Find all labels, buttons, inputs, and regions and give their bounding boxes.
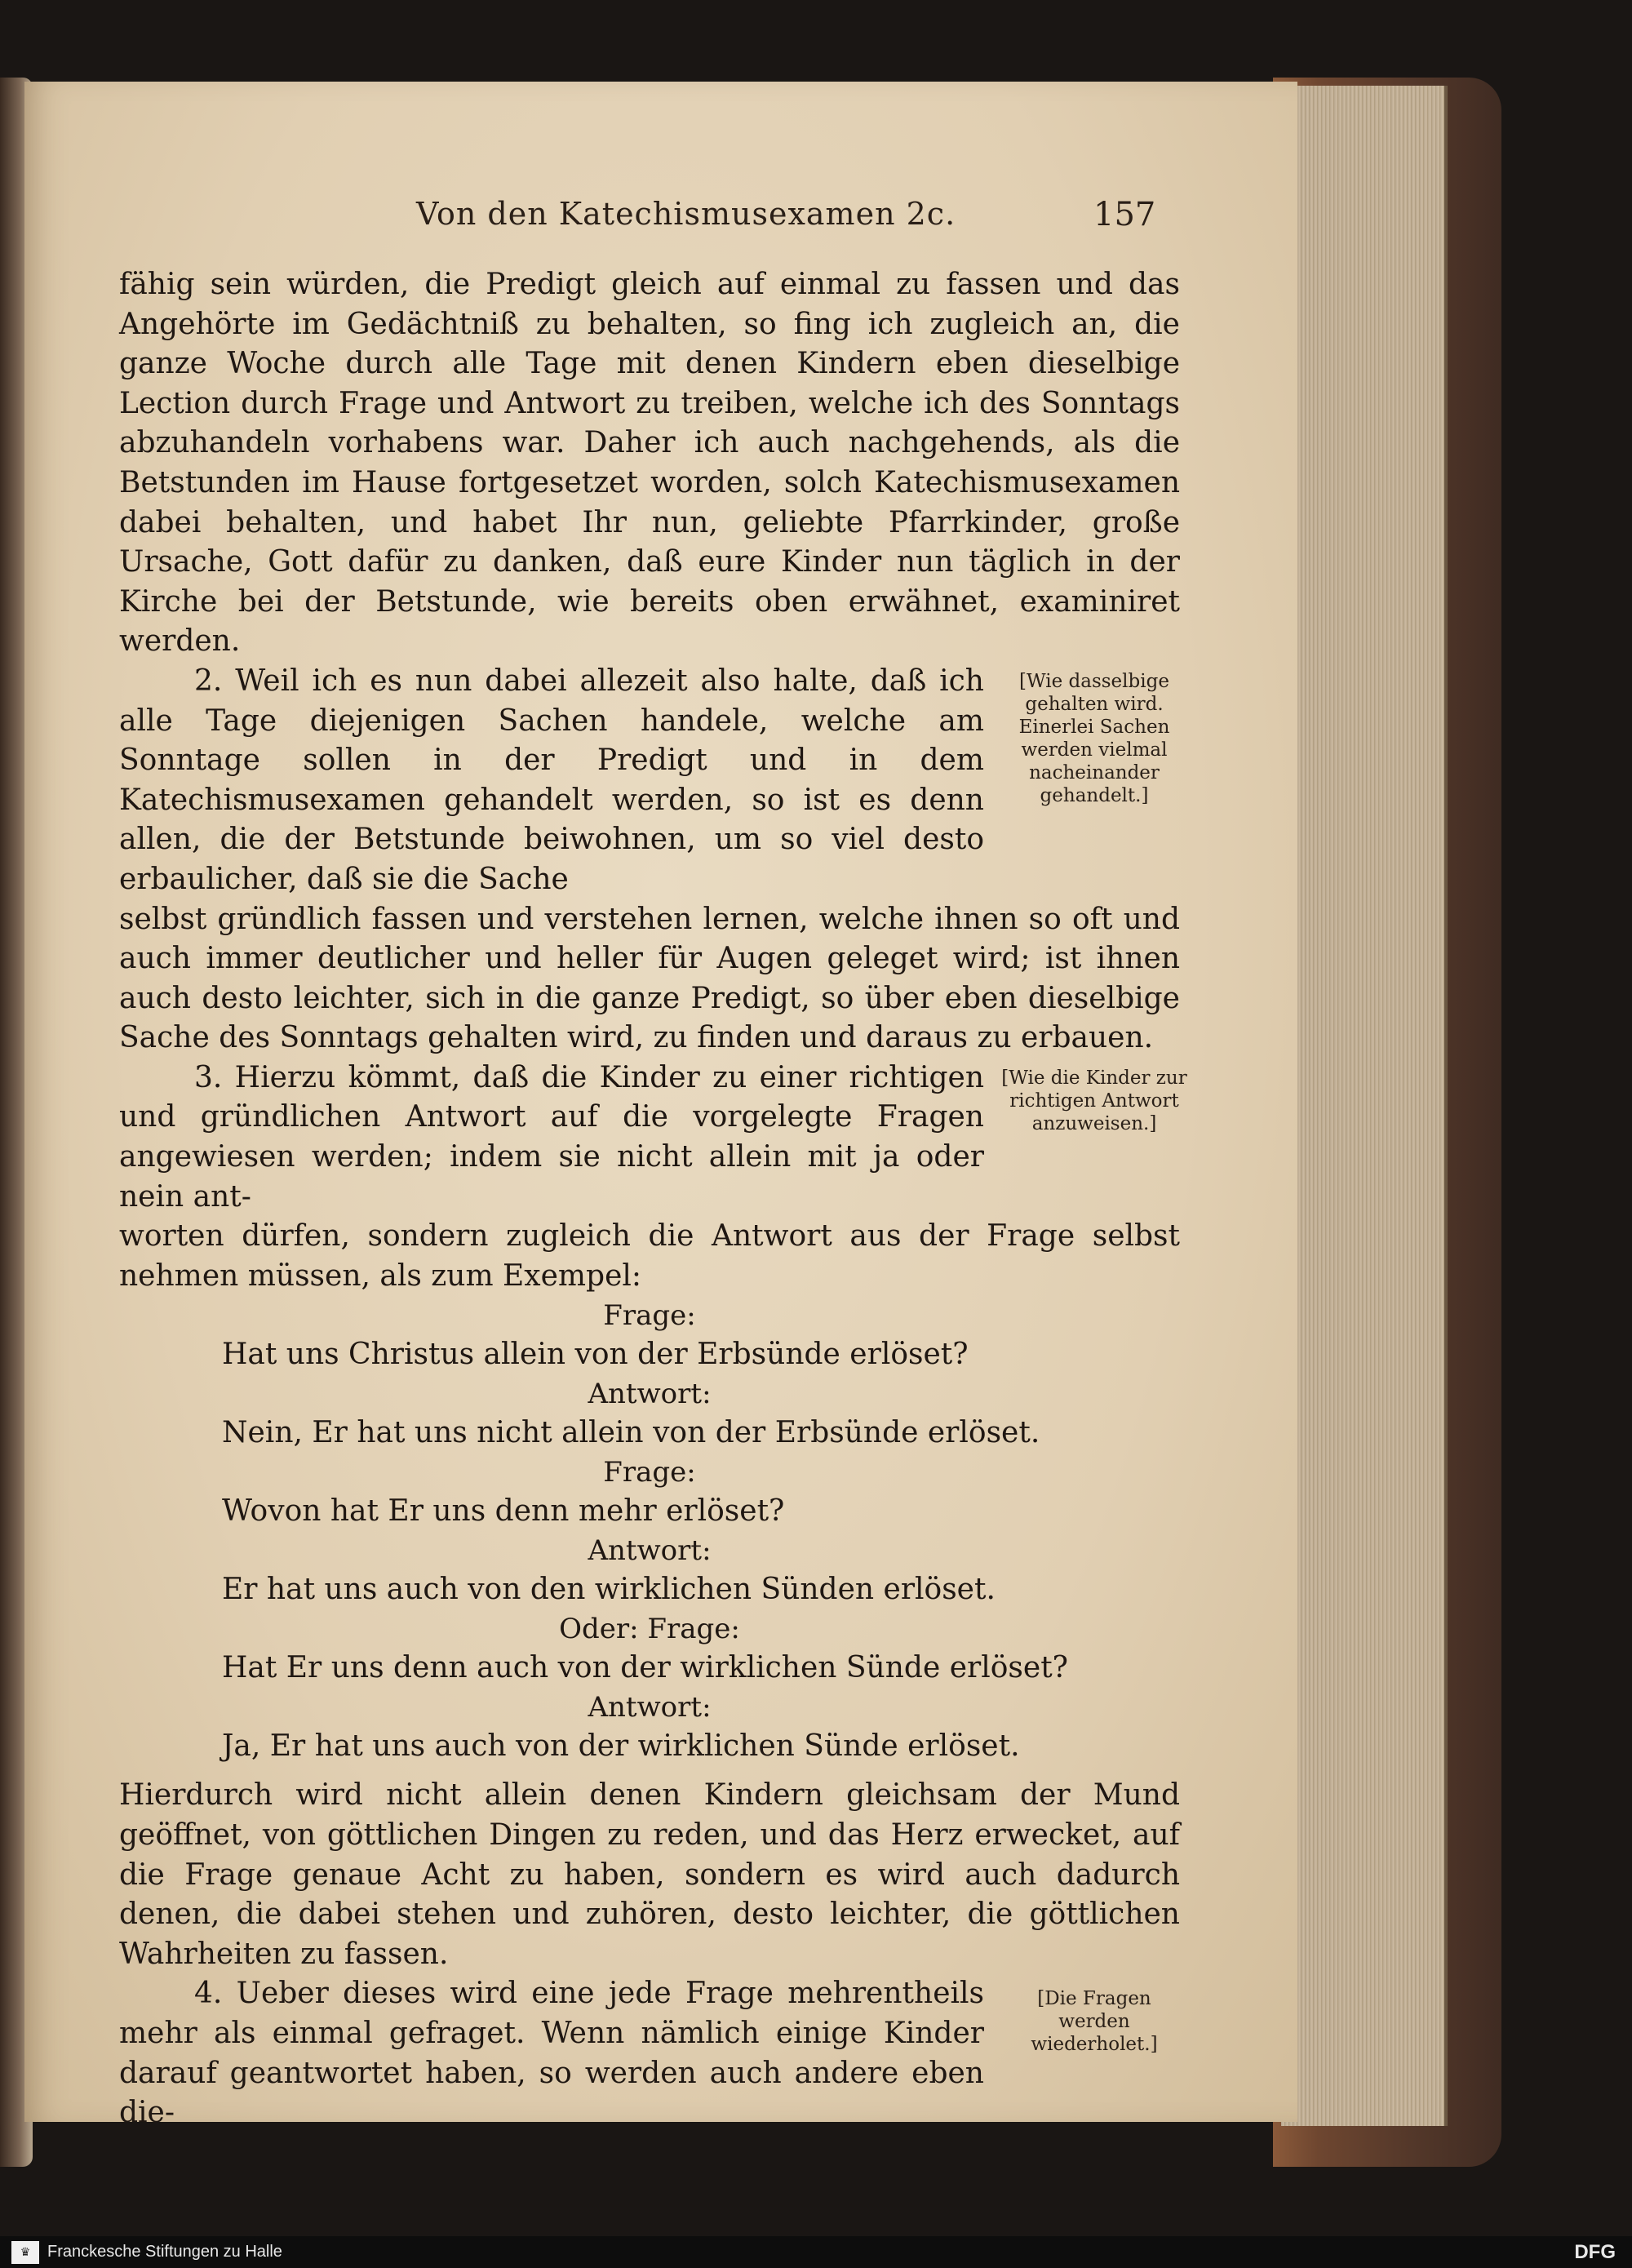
dialogue-line: Ja, Er hat uns auch von der wirklichen Sünde erlöset. <box>222 1729 1020 1764</box>
dialogue-label: Frage: <box>603 1456 696 1489</box>
paragraph-3: 3. Hierzu kömmt, daß die Kinder zu einer richtigen und gründlichen Antwort auf die vorgelegte Fragen angewiesen werden; indem sie nicht allein mit ja oder nein ant- <box>119 1060 984 1214</box>
side-note-1: [Wie dasselbige gehalten wird. Einerlei Sachen werden vielmal nacheinander gehandelt.] <box>1018 670 1170 806</box>
paragraph-2-continued: selbst gründlich fassen und verstehen lernen, welche ihnen so oft und auch immer deutlicher und heller für Augen geleget wird; ist ihnen auch desto leichter, sich in die ganze Predigt, so über eben dieselbige Sache des Sonntags gehalten wird, zu finden und daraus zu erbauen. <box>119 902 1180 1055</box>
running-title: Von den Katechismusexamen 2c. <box>416 196 956 232</box>
running-head <box>24 196 1297 245</box>
dialogue-label: Oder: Frage: <box>559 1613 740 1646</box>
paragraph-3-continued: worten dürfen, sondern zugleich die Antwort aus der Frage selbst nehmen müssen, als zum Exempel: <box>119 1219 1180 1293</box>
dialogue <box>119 1296 1180 1766</box>
paragraph-1: fähig sein würden, die Predigt gleich auf einmal zu fassen und das Angehörte im Gedächtniß zu behalten, so fing ich zugleich an, die ganze Woche durch alle Tage mit denen Kindern eben dieselbige Lection durch Frage und Antwort zu treiben, welche ich des Sonntags abzuhandeln vorhabens war. Daher ich auch nachgehends, als die Betstunden im Hause fortgesetzet worden, solch Katechismusexamen dabei behalten, und habet Ihr nun, geliebte Pfarrkinder, große Ursache, Gott dafür zu danken, daß eure Kinder nun täglich in der Kirche bei der Betstunde, wie bereits oben erwähnet, examiniret werden. <box>119 268 1180 659</box>
dialogue-line: Nein, Er hat uns nicht allein von der Erbsünde erlöset. <box>222 1416 1040 1450</box>
dialogue-line: Hat uns Christus allein von der Erbsünde erlöset? <box>222 1338 969 1372</box>
page-stack <box>1281 86 1448 2126</box>
paragraph-3-block <box>119 1059 1187 1217</box>
text-block <box>119 265 1187 2133</box>
paragraph-2-block <box>119 662 1180 900</box>
institution-logo-icon: ♛ <box>11 2241 39 2264</box>
paragraph-4: Hierdurch wird nicht allein denen Kindern gleichsam der Mund geöffnet, von göttlichen Dingen zu reden, und das Herz erwecket, auf die Frage genaue Acht zu haben, sondern es wird auch dadurch denen, die dabei stehen und zuhören, desto leichter, die göttlichen Wahrheiten zu fassen. <box>119 1778 1180 1971</box>
dfg-logo: DFG <box>1574 2241 1616 2263</box>
dialogue-label: Antwort: <box>588 1534 712 1568</box>
dialogue-label: Antwort: <box>588 1378 712 1411</box>
dialogue-label: Frage: <box>603 1299 696 1333</box>
paragraph-5: 4. Ueber dieses wird eine jede Frage mehrentheils mehr als einmal gefraget. Wenn nämlich einige Kinder darauf geantwortet haben, so werden auch andere eben die- <box>119 1977 984 2130</box>
dialogue-line: Er hat uns auch von den wirklichen Sünden erlöset. <box>222 1573 996 1607</box>
footer-bar <box>0 2236 1632 2268</box>
book-page <box>24 82 1297 2130</box>
institution-name: Franckesche Stiftungen zu Halle <box>47 2243 282 2261</box>
page-number: 157 <box>1093 196 1156 233</box>
side-note-2: [Wie die Kinder zur richtigen Antwort anzuweisen.] <box>1001 1067 1187 1134</box>
dialogue-line: Hat Er uns denn auch von der wirklichen Sünde erlöset? <box>222 1651 1068 1685</box>
dialogue-label: Antwort: <box>588 1691 712 1724</box>
side-note-3: [Die Fragen werden wiederholet.] <box>1031 1988 1158 2056</box>
paragraph-2: 2. Weil ich es nun dabei allezeit also halte, daß ich alle Tage diejenigen Sachen handele, welche am Sonntage sollen in der Predigt und in dem Katechismusexamen gehandelt werden, so ist es denn allen, die der Betstunde beiwohnen, um so viel desto erbaulicher, daß sie die Sache <box>119 664 984 896</box>
paragraph-5-block <box>119 1974 1180 2133</box>
dialogue-line: Wovon hat Er uns denn mehr erlöset? <box>222 1494 785 1529</box>
